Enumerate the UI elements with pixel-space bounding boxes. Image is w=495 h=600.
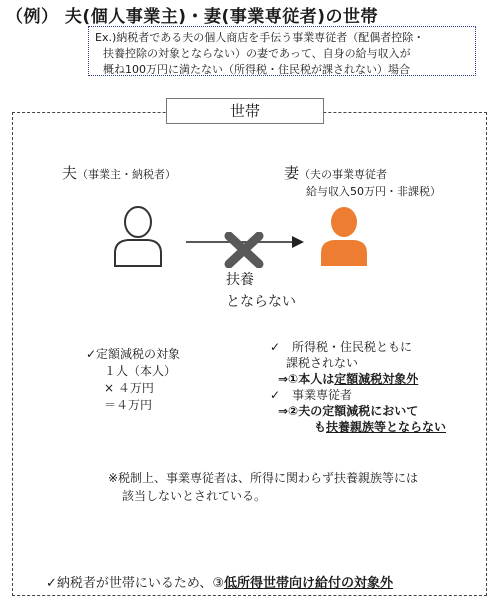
- wife-role-line2: 給与収入50万円・非課税）: [306, 185, 441, 198]
- not-dependent-line-1: 扶養: [226, 272, 254, 288]
- example-box: [88, 26, 476, 76]
- tax-note: [108, 469, 418, 505]
- tax-reduction-line-4: ＝４万円: [104, 398, 153, 412]
- wife-role-line1: （夫の事業専従者: [299, 168, 388, 181]
- husband-label: [62, 162, 176, 183]
- wife-status-line-2: 課税されない: [286, 356, 359, 370]
- benefit-conclusion-emphasis: 低所得世帯向け給付の対象外: [224, 576, 394, 591]
- wife-status-line-5: [270, 403, 446, 419]
- wife-status-line-4: ✓ 事業専従者: [270, 388, 353, 402]
- husband-person-icon: [112, 205, 164, 267]
- not-dependent-label: [226, 269, 296, 313]
- benefit-conclusion: [46, 572, 393, 591]
- tax-reduction-line-1: ✓定額減税の対象: [86, 347, 181, 361]
- example-line-3: 概ね100万円に満たない（所得税・住民税が課されない）場合: [103, 63, 410, 76]
- tax-reduction-block: [86, 346, 180, 414]
- cross-mark-icon: [224, 232, 264, 268]
- wife-status-line-3-b: 定額減税対象外: [334, 372, 419, 386]
- husband-role: （事業主・納税者）: [77, 168, 177, 181]
- wife-status-line-3: [270, 371, 446, 387]
- not-dependent-line-2: とならない: [226, 294, 296, 310]
- wife-status-line-6-b: 扶養親族等とならない: [326, 420, 447, 434]
- page-title: （例） 夫(個人事業主)・妻(事業専従者)の世帯: [6, 7, 378, 27]
- tax-reduction-line-2: １人（本人）: [104, 364, 177, 378]
- wife-status-line-3-prefix: ⇒①: [278, 372, 299, 386]
- wife-status-line-3-a: 本人は: [298, 372, 335, 386]
- wife-status-line-1: ✓ 所得税・住民税ともに: [270, 340, 413, 354]
- tax-note-line-1: ※税制上、事業専従者は、所得に関わらず扶養親族等には: [108, 471, 419, 485]
- wife-status-block: [270, 339, 446, 435]
- example-line-1: Ex.)納税者である夫の個人商店を手伝う事業専従者（配偶者控除・: [95, 31, 425, 44]
- household-label: 世帯: [166, 98, 324, 124]
- benefit-conclusion-prefix: ✓納税者が世帯にいるため、③: [46, 576, 225, 591]
- wife-status-line-5-text: 夫の定額減税において: [298, 404, 419, 418]
- wife-status-line-6: [270, 419, 446, 435]
- wife-status-line-6-a: も: [314, 420, 327, 434]
- husband-name: 夫: [62, 164, 78, 182]
- wife-status-line-5-prefix: ⇒②: [278, 404, 299, 418]
- wife-label: [284, 162, 387, 183]
- tax-note-line-2: 該当しないとされている。: [122, 489, 267, 503]
- tax-reduction-line-3: × ４万円: [104, 381, 154, 395]
- wife-person-icon: [318, 205, 370, 267]
- wife-name: 妻: [284, 164, 300, 182]
- example-line-2: 扶養控除の対象とならない）の妻であって、自身の給与収入が: [103, 47, 411, 60]
